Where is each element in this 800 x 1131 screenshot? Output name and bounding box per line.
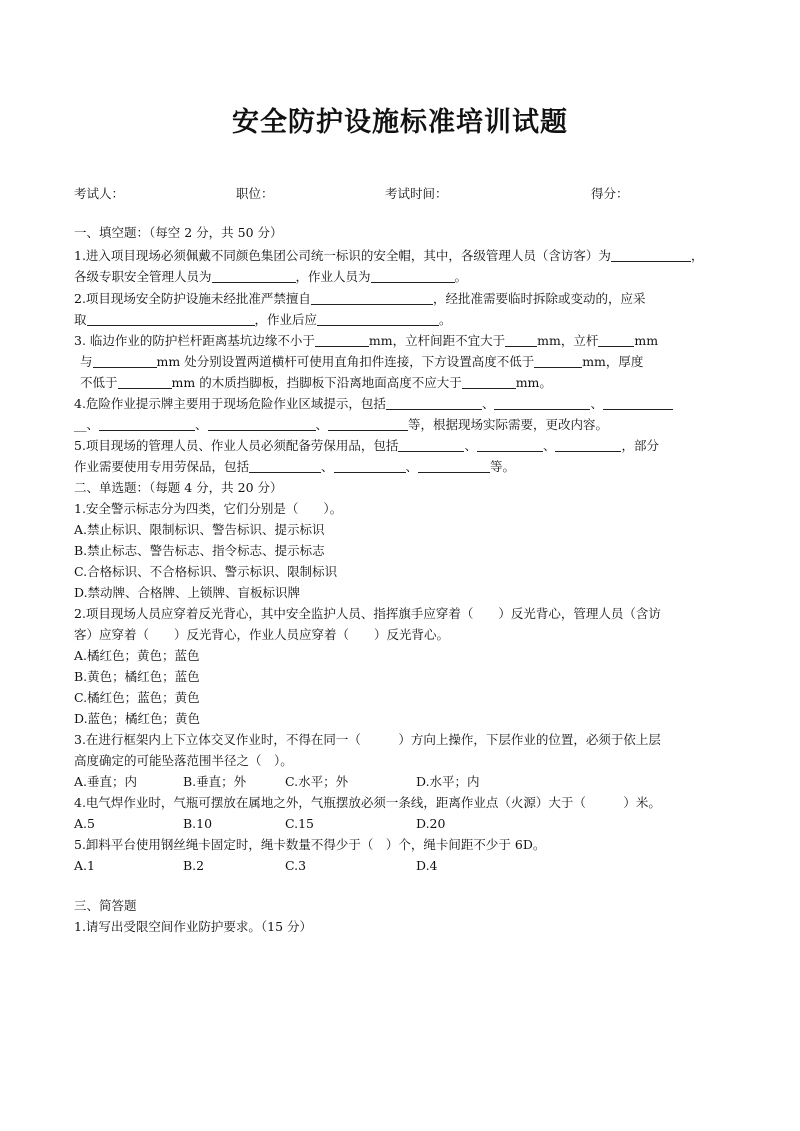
answer-blank[interactable] (505, 333, 537, 347)
exam-time-label: 考试时间： (385, 186, 448, 201)
answer-blank[interactable] (87, 312, 255, 326)
fill-q1-line2: 各级专职安全管理人员为 ，作业人员为 。 (74, 269, 468, 284)
answer-blank[interactable] (334, 459, 406, 473)
mc-q2-option-c[interactable]: C.橘红色；蓝色；黄色 (74, 690, 200, 705)
mc-q3-stem-line1: 3.在进行框架内上下立体交叉作业时，不得在同一（ ）方向上操作，下层作业的位置，必须于依上层 (74, 732, 661, 747)
mc-q1-option-c[interactable]: C.合格标识、不合格标识、警示标识、限制标识 (74, 564, 338, 579)
fill-q1-line1: 1.进入项目现场必须佩戴不同颜色集团公司统一标识的安全帽，其中，各级管理人员（含访客）为 ， (74, 248, 704, 263)
score-label: 得分： (591, 186, 629, 201)
mc-q1-option-d[interactable]: D.禁动牌、合格牌、上锁牌、盲板标识牌 (74, 585, 301, 600)
mc-q2-option-b[interactable]: B.黄色；橘红色；蓝色 (74, 669, 200, 684)
fill-q5-line1: 5.项目现场的管理人员、作业人员必须配备劳保用品，包括 、 、 ，部分 (74, 438, 659, 453)
mc-q4-option-d[interactable]: D.20 (416, 816, 446, 831)
answer-blank[interactable] (328, 417, 408, 431)
mc-q1-option-b[interactable]: B.禁止标志、警告标志、指令标志、提示标志 (74, 543, 325, 558)
mc-q5-option-a[interactable]: A.1 (74, 858, 95, 873)
answer-blank[interactable] (371, 269, 455, 283)
position-label: 职位： (236, 186, 274, 201)
fill-q4-line2: __、 、 、 等，根据现场实际需要，更改内容。 (74, 417, 609, 432)
mc-q5-option-b[interactable]: B.2 (183, 858, 205, 873)
mc-q5-option-c[interactable]: C.3 (285, 858, 307, 873)
answer-blank[interactable] (315, 333, 369, 347)
page-title: 安全防护设施标准培训试题 (232, 107, 568, 138)
answer-blank[interactable] (386, 396, 482, 410)
examinee-label: 考试人： (74, 186, 125, 201)
fill-q2-line1: 2.项目现场安全防护设施未经批准严禁擅自 ，经批准需要临时拆除或变动的，应采 (74, 291, 646, 306)
mc-q3-option-c[interactable]: C.水平；外 (285, 774, 349, 789)
mc-q2-option-d[interactable]: D.蓝色；橘红色；黄色 (74, 711, 201, 726)
fill-q3-line2: 与 mm 处分别设置两道横杆可使用直角扣件连接，下方设置高度不低于 mm，厚度 (80, 354, 644, 369)
answer-blank[interactable] (598, 333, 634, 347)
answer-blank[interactable] (93, 354, 157, 368)
answer-blank[interactable] (477, 438, 543, 452)
mc-q4-option-b[interactable]: B.10 (183, 816, 213, 831)
fill-q4-line1: 4.危险作业提示牌主要用于现场危险作业区域提示，包括 、 、 (74, 396, 673, 412)
answer-blank[interactable] (99, 417, 195, 431)
fill-q2-line2: 取 ，作业后应 。 (74, 312, 452, 327)
mc-q5-stem: 5.卸料平台使用钢丝绳卡固定时，绳卡数量不得少于（ ）个，绳卡间距不少于 6D。 (74, 837, 546, 852)
mc-q3-option-d[interactable]: D.水平；内 (416, 774, 480, 789)
section1-heading: 一、填空题：（每空 2 分，共 50 分） (74, 225, 283, 240)
mc-q4-stem: 4.电气焊作业时，气瓶可摆放在属地之外，气瓶摆放必须一条线，距离作业点（火源）大于（ ）米。 (74, 795, 661, 810)
mc-q4-option-a[interactable]: A.5 (74, 816, 95, 831)
mc-q1-stem: 1.安全警示标志分为四类，它们分别是（ ）。 (74, 501, 343, 516)
mc-q5-option-d[interactable]: D.4 (416, 858, 438, 873)
mc-q2-stem-line2: 客）应穿着（ ）反光背心，作业人员应穿着（ ）反光背心。 (74, 627, 450, 642)
short-answer-q1: 1.请写出受限空间作业防护要求。（15 分） (74, 919, 313, 934)
answer-blank[interactable] (555, 438, 621, 452)
answer-blank[interactable] (534, 354, 582, 368)
answer-blank[interactable] (603, 396, 673, 410)
mc-q3-stem-line2: 高度确定的可能坠落范围半径之（ ）。 (74, 753, 293, 768)
fill-q3-line1: 3. 临边作业的防护栏杆距离基坑边缘不小于 mm，立杆间距不宜大于 mm，立杆 mm (74, 333, 659, 348)
answer-blank[interactable] (398, 438, 464, 452)
answer-blank[interactable] (462, 375, 516, 389)
answer-blank[interactable] (418, 459, 490, 473)
mc-q1-option-a[interactable]: A.禁止标识、限制标识、警告标识、提示标识 (74, 522, 325, 537)
answer-blank[interactable] (212, 269, 296, 283)
answer-blank[interactable] (611, 248, 691, 262)
answer-blank[interactable] (317, 312, 439, 326)
section3-heading: 三、简答题 (74, 898, 137, 913)
mc-q3-option-a[interactable]: A.垂直；内 (74, 774, 138, 789)
answer-blank[interactable] (208, 417, 316, 431)
answer-blank[interactable] (118, 375, 172, 389)
fill-q3-line3: 不低于 mm 的木质挡脚板，挡脚板下沿离地面高度不应大于 mm。 (80, 375, 552, 390)
mc-q2-stem-line1: 2.项目现场人员应穿着反光背心，其中安全监护人员、指挥旗手应穿着（ ）反光背心，管理人员（含访 (74, 606, 661, 621)
answer-blank[interactable] (311, 291, 433, 305)
answer-blank[interactable] (249, 459, 321, 473)
mc-q3-option-b[interactable]: B.垂直；外 (183, 774, 247, 789)
answer-blank[interactable] (494, 396, 590, 410)
mc-q4-option-c[interactable]: C.15 (285, 816, 314, 831)
mc-q2-option-a[interactable]: A.橘红色；黄色；蓝色 (74, 648, 200, 663)
section2-heading: 二、单选题：（每题 4 分，共 20 分） (74, 480, 283, 495)
fill-q5-line2: 作业需要使用专用劳保品，包括 、 、 等。 (74, 459, 516, 474)
